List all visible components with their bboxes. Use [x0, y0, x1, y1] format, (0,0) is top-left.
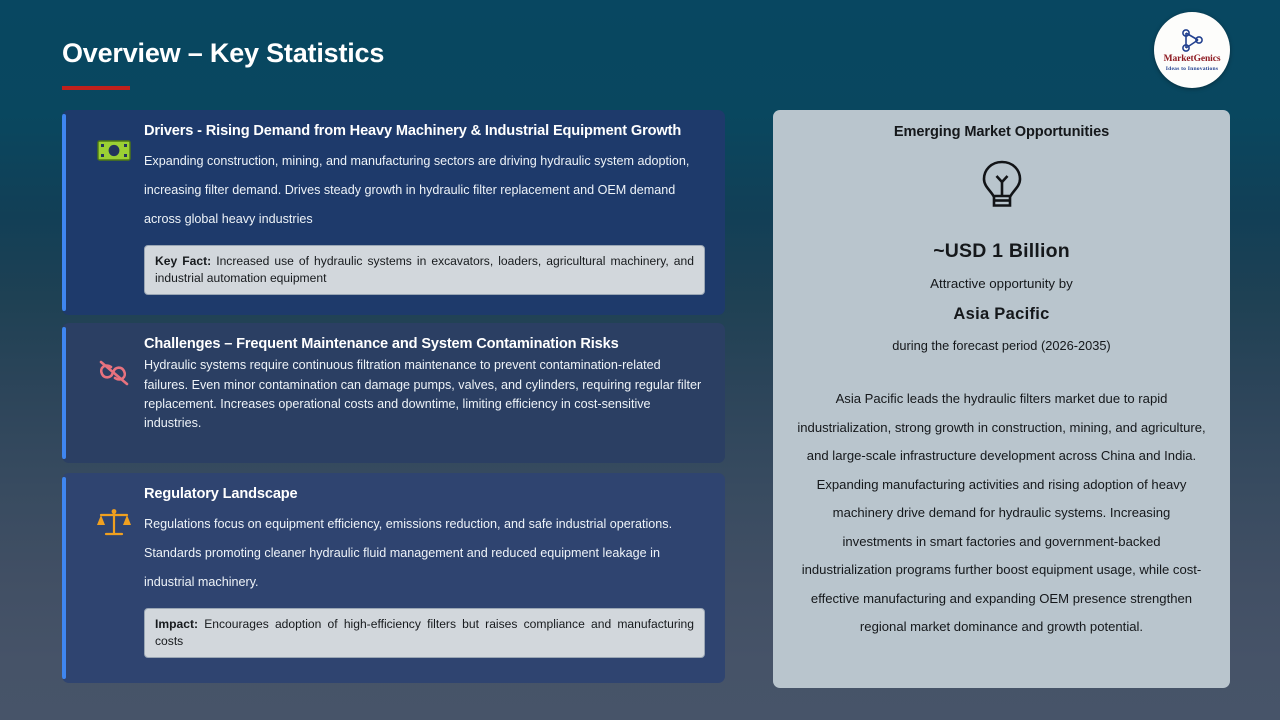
- panel-icon-slot: [795, 158, 1208, 214]
- insight-card-list: [62, 110, 725, 683]
- card-title: Challenges – Frequent Maintenance and System Contamination Risks: [144, 336, 619, 352]
- card-icon-slot: [88, 122, 140, 301]
- card-text: Expanding construction, mining, and manufacturing sectors are driving hydraulic system adoption, increasing filter demand. Drives steady growth in hydraulic filter replacement and OEM demand across global heavy industries: [144, 154, 690, 226]
- page-title: Overview – Key Statistics: [62, 38, 385, 68]
- callout-text: Encourages adoption of high-efficiency filters but raises compliance and manufacturing costs: [155, 617, 694, 648]
- network-nodes-icon: [1177, 28, 1207, 54]
- panel-subtitle: Attractive opportunity by: [930, 276, 1073, 291]
- card-icon-slot: [88, 485, 140, 669]
- callout-text: Increased use of hydraulic systems in excavators, loaders, agricultural machinery, and industrial automation equipment: [155, 254, 694, 285]
- card-challenges: [62, 323, 725, 463]
- card-text: Regulations focus on equipment efficiency, emissions reduction, and safe industrial operations. Standards promoting cleaner hydraulic fluid management and reduced equipment leakage in industrial machinery.: [144, 517, 673, 589]
- card-text: Hydraulic systems require continuous filtration maintenance to prevent contamination-related failures. Even minor contamination can damage pumps, valves, and cylinders, requiring regular filter replacement. Increases operational costs and downtime, limiting efficiency in cost-sensitive industries.: [144, 358, 702, 430]
- card-icon-slot: [88, 335, 140, 449]
- logo-tagline: Ideas to Innovations: [1165, 65, 1219, 72]
- broken-link-icon: [96, 357, 132, 389]
- panel-paragraph: Asia Pacific leads the hydraulic filters market due to rapid industrialization, strong growth in construction, mining, and agriculture, and large-scale infrastructure development across China and India. Expanding manufacturing activities and rising adoption of heavy machinery drive demand for hydraulic systems. Increasing investments in smart factories and government-backed industrialization programs further boost equipment usage, while cost-effective manufacturing and expanding OEM presence strengthen regional market dominance and growth potential.: [797, 391, 1206, 635]
- card-body: [140, 335, 705, 449]
- panel-period: during the forecast period (2026-2035): [892, 338, 1111, 353]
- panel-value: ~USD 1 Billion: [933, 240, 1070, 262]
- card-body: [140, 485, 705, 669]
- card-regulatory: [62, 473, 725, 683]
- panel-title: Emerging Market Opportunities: [893, 124, 1110, 140]
- brand-logo: [1154, 12, 1230, 88]
- callout-label: Impact:: [155, 617, 199, 632]
- money-banknote-icon: [97, 138, 131, 164]
- card-callout: [144, 608, 705, 658]
- lightbulb-icon: [978, 158, 1026, 214]
- card-title: Regulatory Landscape: [144, 486, 298, 502]
- title-underline-rule: [62, 86, 130, 90]
- emerging-opportunities-panel: [773, 110, 1230, 688]
- logo-name: MarketGenics: [1163, 54, 1221, 65]
- panel-region: Asia Pacific: [953, 305, 1050, 323]
- card-drivers: [62, 110, 725, 315]
- card-title: Drivers - Rising Demand from Heavy Machinery & Industrial Equipment Growth: [144, 123, 682, 139]
- balance-scales-icon: [96, 507, 132, 539]
- callout-label: Key Fact:: [155, 254, 212, 269]
- card-body: [140, 122, 705, 301]
- card-callout: [144, 245, 705, 295]
